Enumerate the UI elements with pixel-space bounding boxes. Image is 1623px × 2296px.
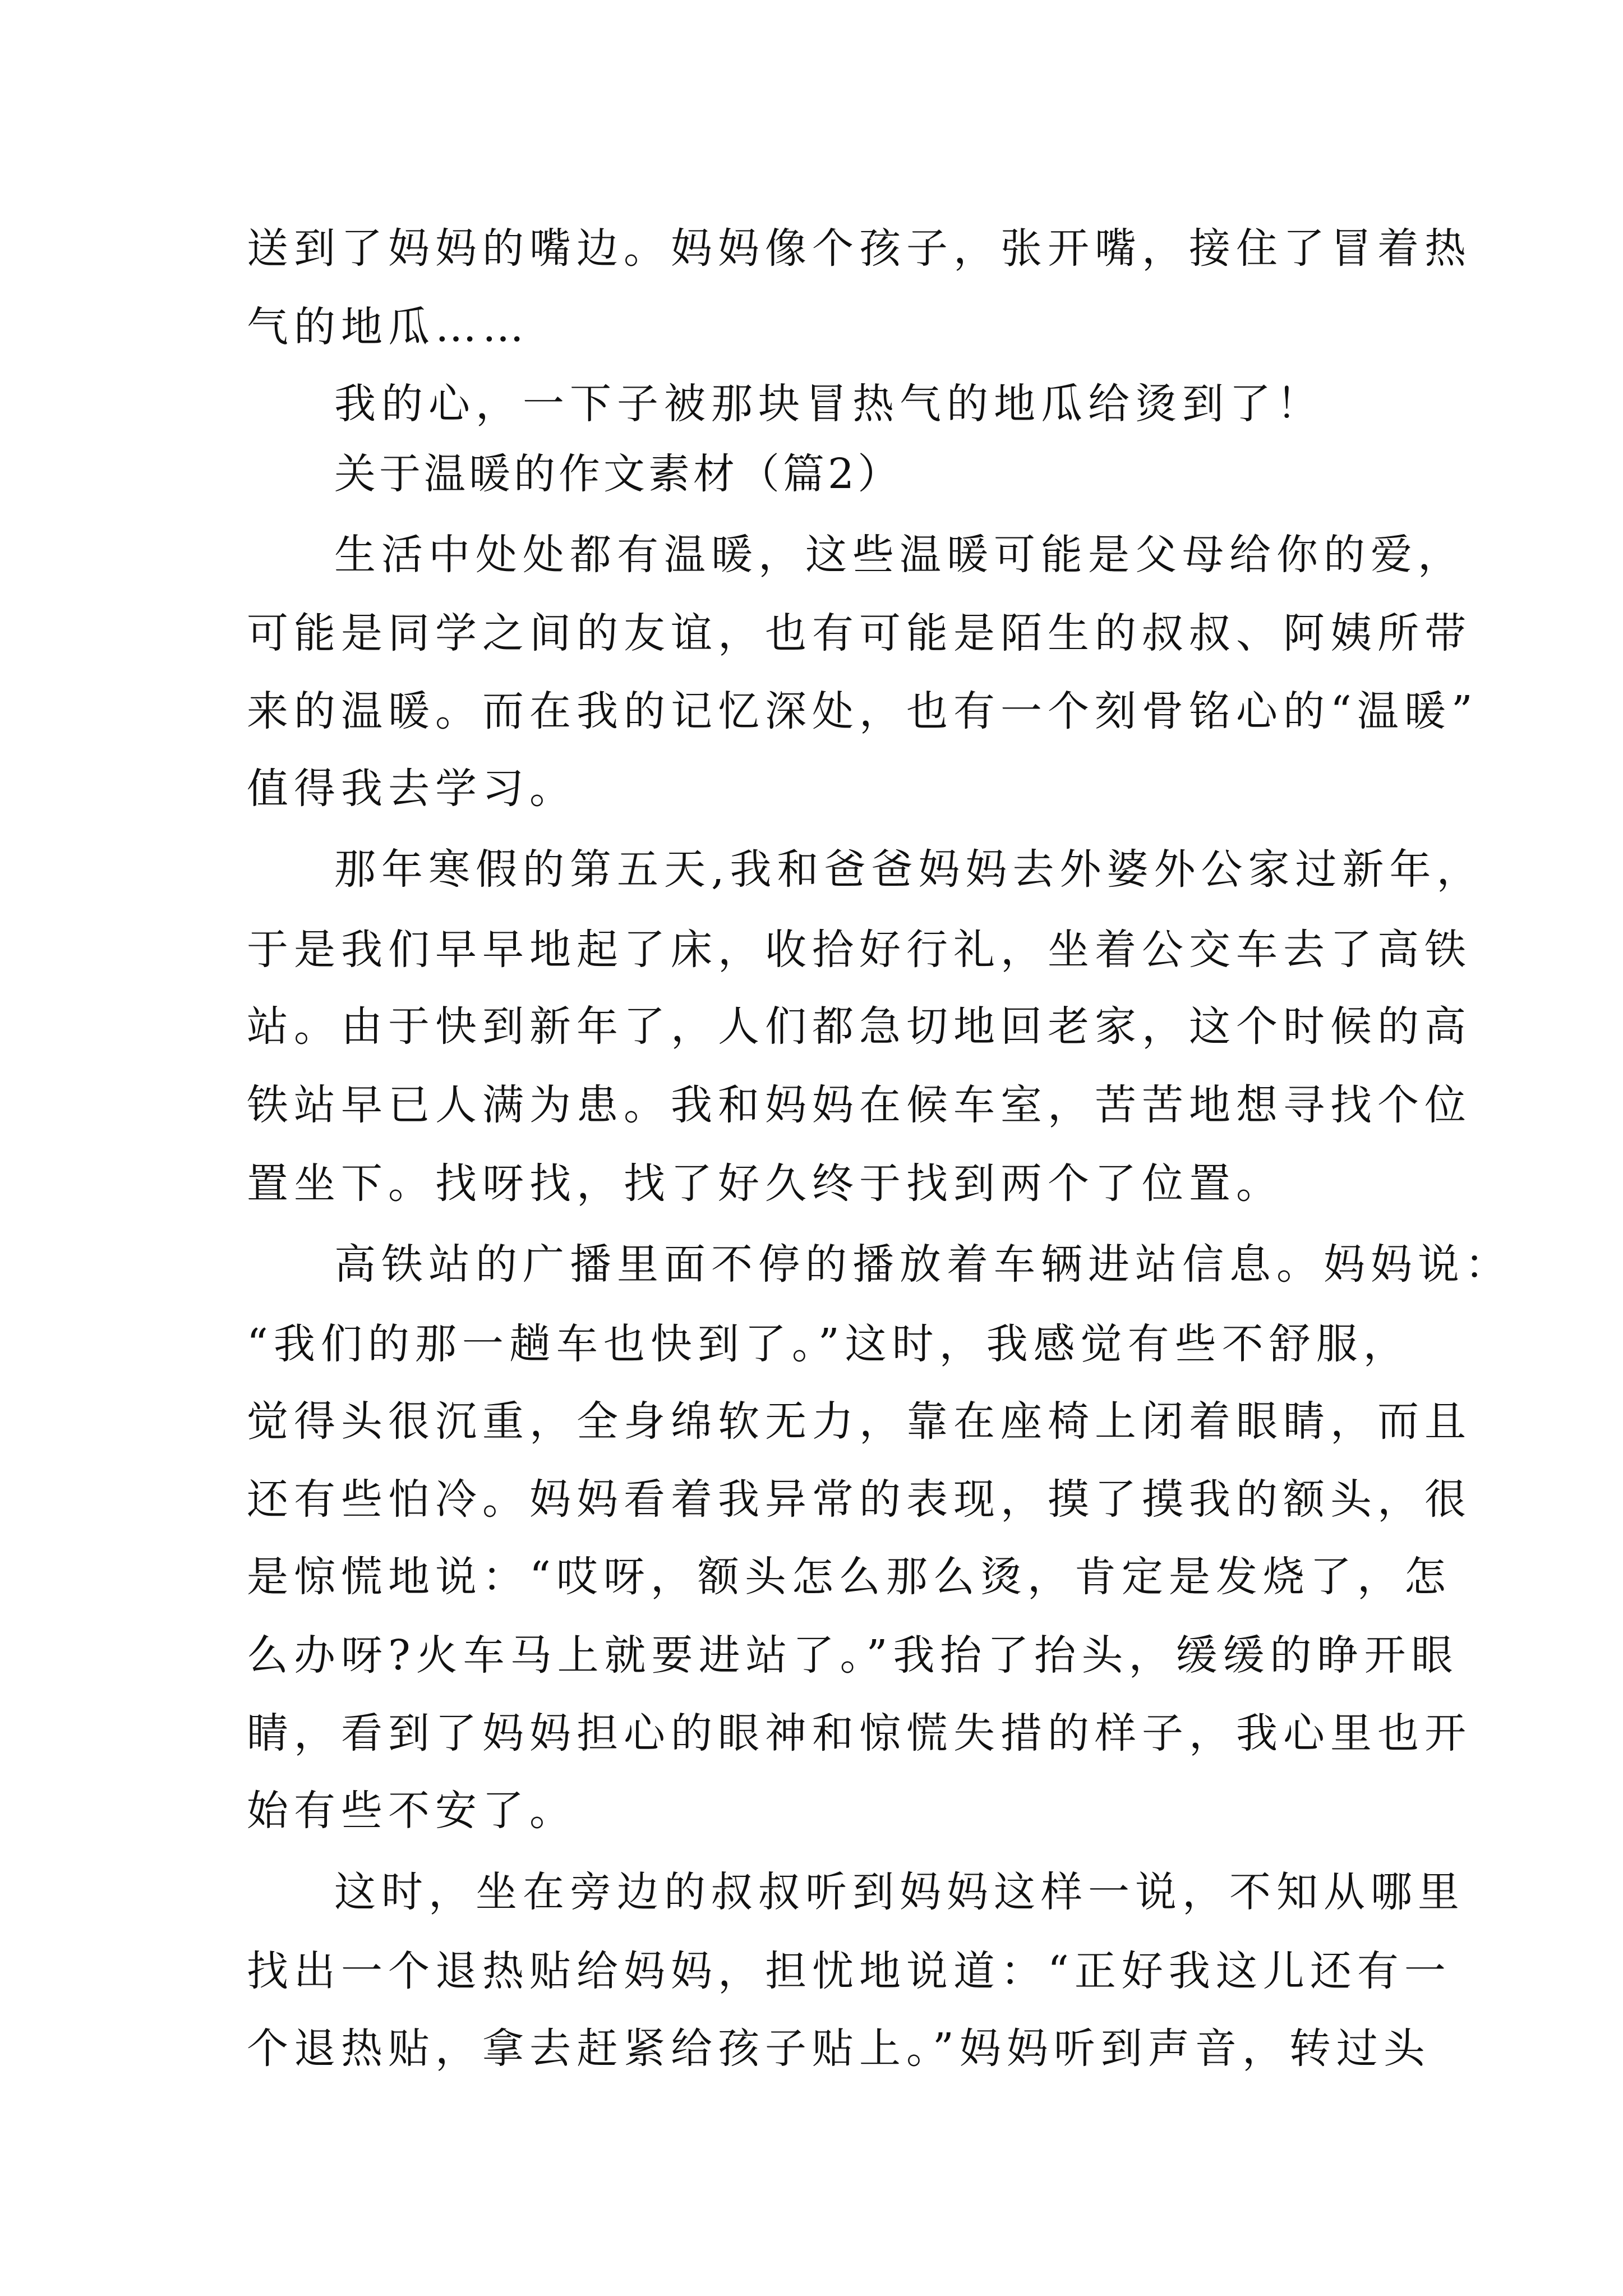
text-line: 站。由于快到新年了，人们都急切地回老家，这个时候的高 <box>247 1002 1472 1051</box>
text-line: 是惊慌地说：“哎呀，额头怎么那么烫，肯定是发烧了，怎 <box>247 1553 1451 1601</box>
text-line: 那年寒假的第五天,我和爸爸妈妈去外婆外公家过新年， <box>334 845 1484 894</box>
text-line: 气的地瓜…… <box>247 303 529 351</box>
text-line: 来的温暖。而在我的记忆深处，也有一个刻骨铭心的“温暖” <box>247 687 1478 735</box>
text-line: 送到了妈妈的嘴边。妈妈像个孩子，张开嘴，接住了冒着热 <box>247 224 1472 273</box>
text-line: 么办呀?火车马上就要进站了。”我抬了抬头，缓缓的睁开眼 <box>247 1631 1459 1680</box>
section-heading: 关于温暖的作文素材（篇2） <box>334 450 903 498</box>
text-line: 始有些不安了。 <box>247 1787 577 1835</box>
text-line: 睛，看到了妈妈担心的眼神和惊慌失措的样子，我心里也开 <box>247 1709 1472 1757</box>
text-line: 我的心，一下子被那块冒热气的地瓜给烫到了！ <box>334 380 1324 428</box>
text-line: 个退热贴，拿去赶紧给孩子贴上。”妈妈听到声音，转过头 <box>247 2024 1431 2073</box>
text-line: 高铁站的广播里面不停的播放着车辆进站信息。妈妈说： <box>334 1240 1512 1289</box>
text-line: 铁站早已人满为患。我和妈妈在候车室，苦苦地想寻找个位 <box>247 1081 1472 1129</box>
text-line: 找出一个退热贴给妈妈，担忧地说道：“正好我这儿还有一 <box>247 1947 1451 1995</box>
text-line: 置坐下。找呀找，找了好久终于找到两个了位置。 <box>247 1159 1283 1208</box>
text-line: “我们的那一趟车也快到了。”这时，我感觉有些不舒服， <box>247 1320 1410 1368</box>
text-line: 生活中处处都有温暖，这些温暖可能是父母给你的爱， <box>334 531 1465 579</box>
text-line: 觉得头很沉重，全身绵软无力，靠在座椅上闭着眼睛，而且 <box>247 1397 1472 1446</box>
text-line: 于是我们早早地起了床，收拾好行礼，坐着公交车去了高铁 <box>247 926 1472 974</box>
text-line: 值得我去学习。 <box>247 765 577 813</box>
text-line: 还有些怕冷。妈妈看着我异常的表现，摸了摸我的额头，很 <box>247 1475 1472 1524</box>
text-line: 这时，坐在旁边的叔叔听到妈妈这样一说，不知从哪里 <box>334 1868 1465 1916</box>
text-line: 可能是同学之间的友谊，也有可能是陌生的叔叔、阿姨所带 <box>247 609 1472 657</box>
